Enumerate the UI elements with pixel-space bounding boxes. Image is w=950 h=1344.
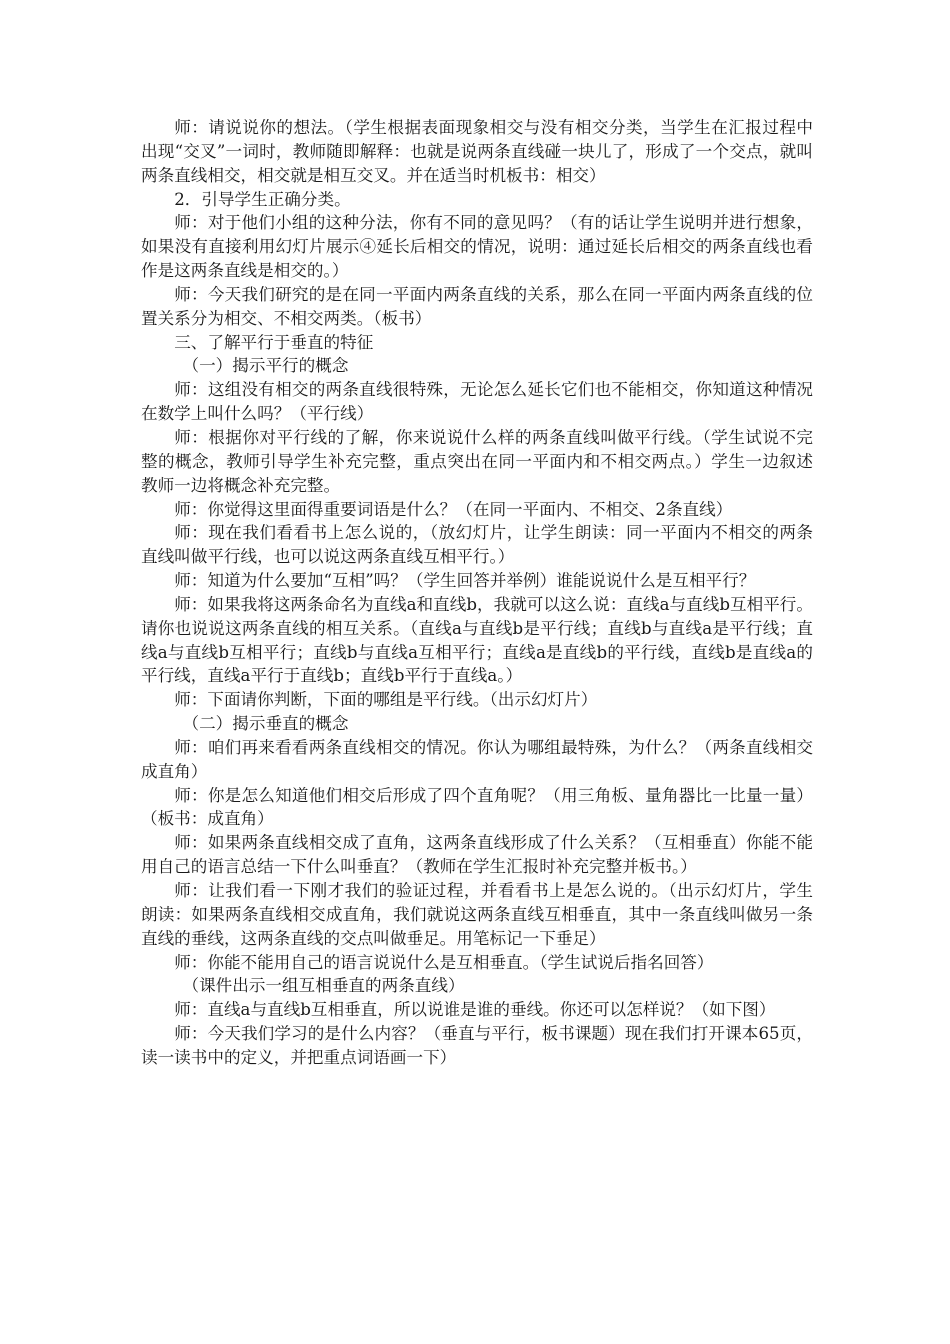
document-body [141,116,813,1070]
paragraph: 师：你能不能用自己的语言说说什么是互相垂直。（学生试说后指名回答） [174,952,714,972]
paragraph: 师：现在我们看看书上怎么说的，（放幻灯片，让学生朗读：同一平面内不相交的两条直线叫做平行线，也可以说这两条直线互相平行。） [141,523,813,567]
paragraph: 师：你是怎么知道他们相交后形成了四个直角呢？（用三角板、量角器比一比量一量）（板书：成直角） [141,785,813,829]
paragraph: 师：咱们再来看看两条直线相交的情况。你认为哪组最特殊，为什么？（两条直线相交成直角） [141,737,813,781]
paragraph: 师：对于他们小组的这种分法，你有不同的意见吗？（有的话让学生说明并进行想象，如果没有直接利用幻灯片展示④延长后相交的情况，说明：通过延长后相交的两条直线也看作是这两条直线是相交的。） [141,213,813,281]
subsection-heading: （二）揭示垂直的概念 [182,714,349,734]
paragraph: 师：这组没有相交的两条直线很特殊，无论怎么延长它们也不能相交，你知道这种情况在数学上叫什么吗？（平行线） [141,380,813,424]
note-line: （课件出示一组互相垂直的两条直线） [182,976,465,996]
paragraph: 师：今天我们学习的是什么内容？（垂直与平行，板书课题）现在我们打开课本65页，读一读书中的定义，并把重点词语画一下） [141,1024,813,1067]
list-item-heading: 2．引导学生正确分类。 [174,189,351,209]
paragraph: 师：今天我们研究的是在同一平面内两条直线的关系，那么在同一平面内两条直线的位置关系分为相交、不相交两类。（板书） [141,284,813,328]
paragraph: 师：请说说你的想法。（学生根据表面现象相交与没有相交分类，当学生在汇报过程中出现“交叉”一词时，教师随即解释：也就是说两条直线碰一块儿了，形成了一个交点，就叫两条直线相交，相交就是相互交叉。并在适当时机板书：相交） [141,118,813,185]
paragraph: 师：如果我将这两条命名为直线a和直线b，我就可以这么说：直线a与直线b互相平行。请你也说说这两条直线的相互关系。（直线a与直线b是平行线；直线b与直线a是平行线；直线a与直线b互相平行；直线b与直线a互相平行；直线a是直线b的平行线，直线b是直线a的平行线，直线a平行于直线b；直线b平行于直线a。） [141,594,813,686]
paragraph: 师：你觉得这里面得重要词语是什么？（在同一平面内、不相交、2条直线） [174,499,733,519]
paragraph: 师：知道为什么要加“互相”吗？（学生回答并举例）谁能说说什么是互相平行？ [174,571,756,591]
paragraph: 师：如果两条直线相交成了直角，这两条直线形成了什么关系？（互相垂直）你能不能用自己的语言总结一下什么叫垂直？（教师在学生汇报时补充完整并板书。） [141,833,813,877]
paragraph: 师：让我们看一下刚才我们的验证过程，并看看书上是怎么说的。（出示幻灯片，学生朗读：如果两条直线相交成直角，我们就说这两条直线互相垂直，其中一条直线叫做另一条直线的垂线，这两条直线的交点叫做垂足。用笔标记一下垂足） [141,881,813,948]
paragraph: 师：下面请你判断，下面的哪组是平行线。（出示幻灯片） [174,690,598,710]
paragraph: 师：直线a与直线b互相垂直，所以说谁是谁的垂线。你还可以怎样说？（如下图） [174,1000,776,1020]
section-heading: 三、了解平行于垂直的特征 [174,332,374,352]
paragraph: 师：根据你对平行线的了解，你来说说什么样的两条直线叫做平行线。（学生试说不完整的概念，教师引导学生补充完整，重点突出在同一平面内和不相交两点。）学生一边叙述教师一边将概念补充完整。 [141,427,813,495]
subsection-heading: （一）揭示平行的概念 [182,356,349,376]
